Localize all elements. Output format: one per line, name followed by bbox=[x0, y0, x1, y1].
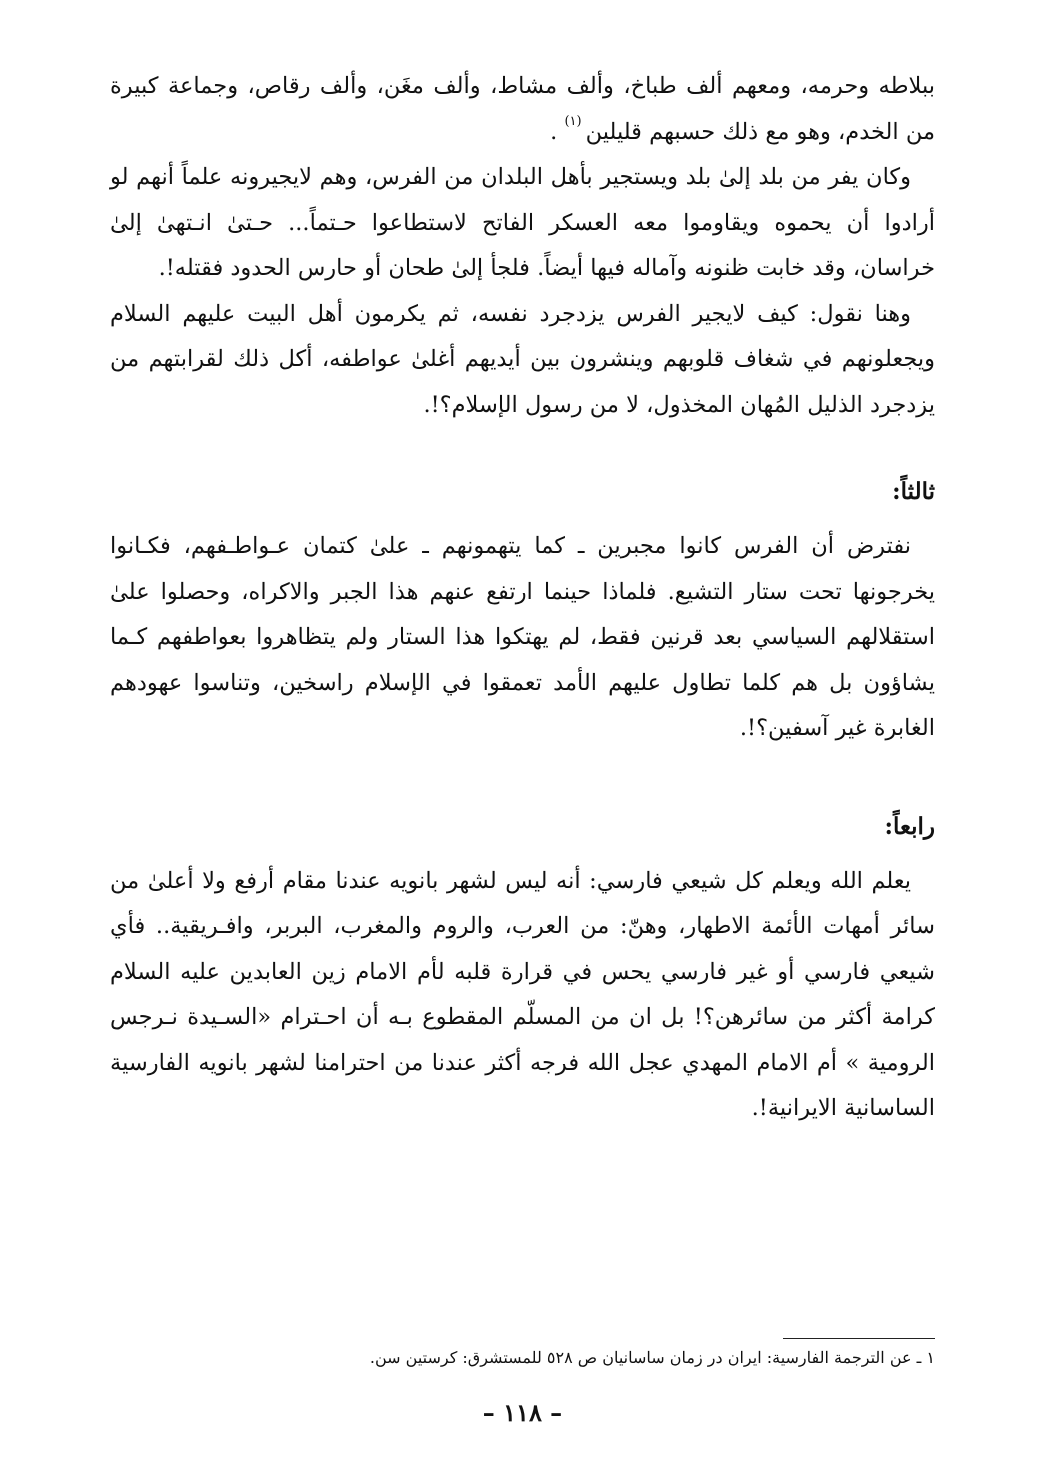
footnote: ١ ـ عن الترجمة الفارسية: ايران در زمان ساسانيان ص ٥٢٨ للمستشرق: كرستين سن. bbox=[369, 1348, 935, 1367]
paragraph-1 bbox=[110, 64, 935, 155]
page-number: – ١١٨ – bbox=[482, 1398, 563, 1427]
section-4-heading: رابعاً: bbox=[884, 812, 935, 840]
paragraph-1-end: . bbox=[550, 118, 558, 145]
section-spacer bbox=[110, 752, 935, 807]
section-spacer bbox=[110, 428, 935, 472]
paragraph-3: وهنا نقول: كيف لايجير الفرس يزدجرد نفسه، ثم يكرمون أهل البيت عليهم السلام ويجعلونهم في شغاف قلوبهم وينشرون بين أيديهم أغلىٰ عواطفه، أكل ذلك لقرابتهم من يزدجرد الذليل المُهان المخذول، لا من رسول الإسلام؟!. bbox=[110, 300, 935, 418]
section-3-paragraph: نفترض أن الفرس كانوا مجبرين ـ كما يتهمونهم ـ علىٰ كتمان عـواطـفهم، فكـانوا يخرجونها تحت ستار التشيع. فلماذا حينما ارتفع عنهم هذا الجبر والاكراه، وحصلوا علىٰ استقلالهم السياسي بعد قرنين فقط، لم يهتكوا هذا الستار ولم يتظاهروا بعواطفهم كـما يشاؤون بل هم كلما تطاول عليهم الأمد تعمقوا في الإسلام راسخين، وتناسوا عهودهم الغابرة غير آسفين؟!. bbox=[110, 533, 935, 741]
footnote-marker: (١) bbox=[564, 113, 582, 129]
paragraph-2: وكان يفر من بلد إلىٰ بلد ويستجير بأهل البلدان من الفرس، وهم لايجيرونه علماً أنهم لو أرادوا أن يحموه ويقاوموا معه العسكر الفاتح لاستطاعوا حـتماً... حـتىٰ انـتهىٰ إلىٰ خراسان، وقد خابت ظنونه وآماله فيها أيضاً. فلجأ إلىٰ طحان أو حارس الحدود فقتله!. bbox=[110, 164, 935, 281]
heading-spacer bbox=[110, 512, 935, 524]
section-3-heading: ثالثاً: bbox=[892, 478, 935, 505]
section-4-paragraph: يعلم الله ويعلم كل شيعي فارسي: أنه ليس لشهر بانويه عندنا مقام أرفع ولا أعلىٰ من سائر أمهات الأئمة الاطهار، وهنّ: من العرب، والروم والمغرب، البربر، وافـريقية.. فأي شيعي فارسي أو غير فارسي يحس في قرارة قلبه لأم الامام زين العابدين عليه السلام كرامة أكثر من سائرهن؟! بل ان من المسلّم المقطوع بـه أن احـترام «السـيدة نـرجس الرومية » أم الامام المهدي عجل الله فرجه أكثر عندنا من احترامنا لشهر بانويه الفارسية الساسانية الايرانية!. bbox=[110, 867, 935, 1121]
heading-spacer bbox=[110, 847, 935, 859]
footnote-divider bbox=[783, 1338, 935, 1339]
page-body bbox=[110, 64, 935, 1132]
paragraph-1-text: ببلاطه وحرمه، ومعهم ألف طباخ، وألف مشاط، وألف مغَن، وألف رقاص، وجماعة كبيرة من الخدم، وهو مع ذلك حسبهم قليلين bbox=[110, 73, 935, 145]
